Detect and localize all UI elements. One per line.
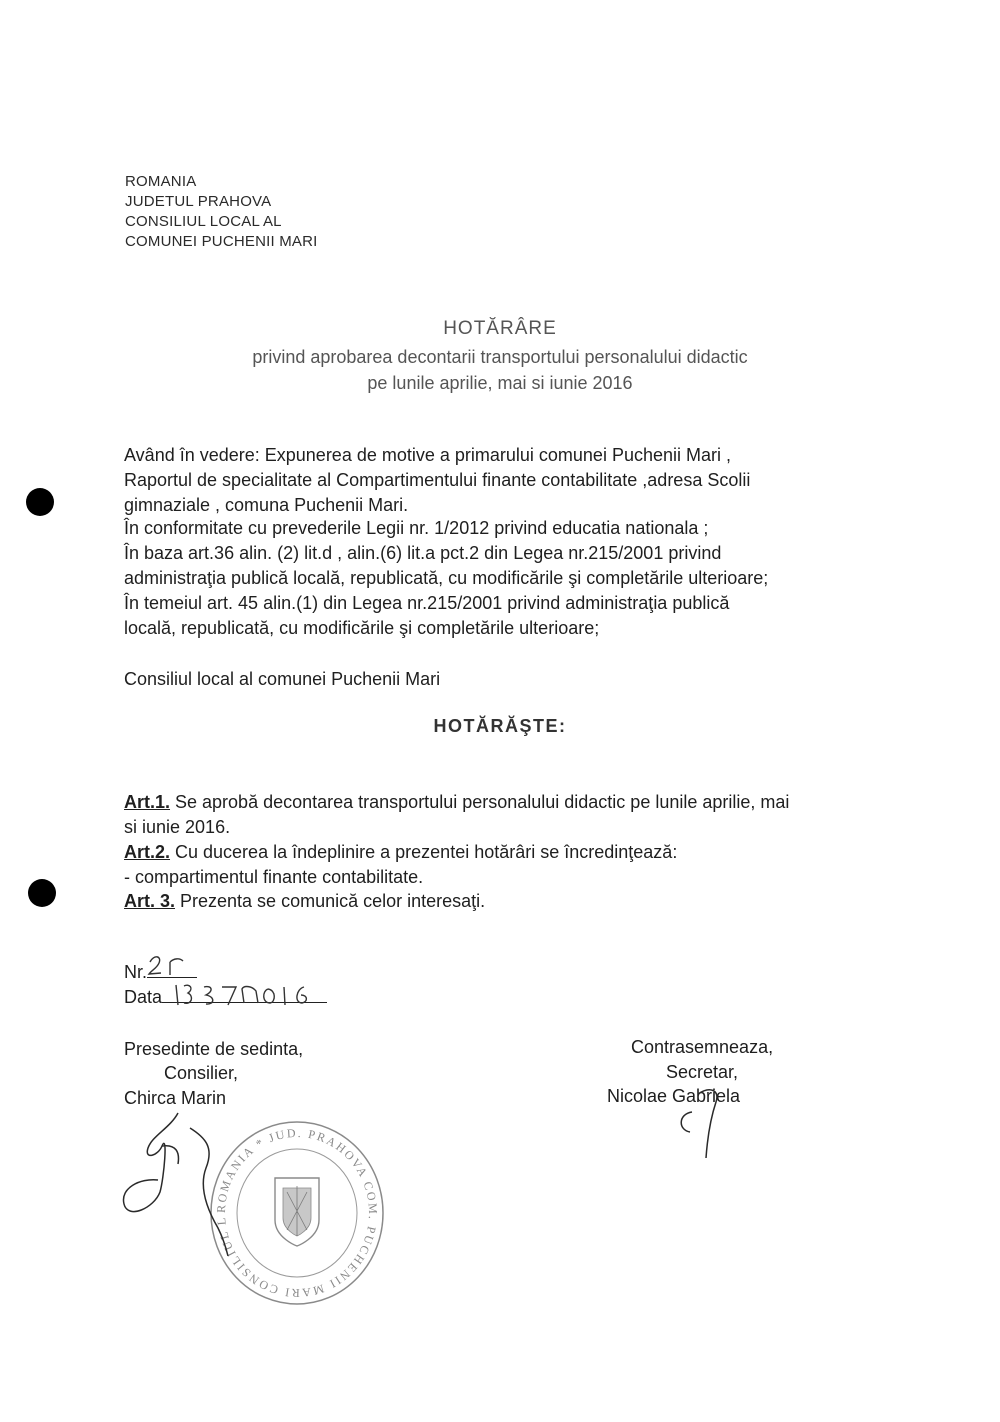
article-1 <box>124 790 789 815</box>
article-2-item: - compartimentul finante contabilitate. <box>124 867 424 887</box>
document-subtitle-line-2: pe lunile aprilie, mai si iunie 2016 <box>367 373 633 393</box>
header-line-county: JUDETUL PRAHOVA <box>125 193 272 210</box>
signature-right-role: Contrasemneaza, <box>631 1037 774 1057</box>
signature-right-title: Secretar, <box>666 1062 739 1082</box>
preamble-line: În temeiul art. 45 alin.(1) din Legea nr.215/2001 privind administraţia publică <box>124 593 730 613</box>
punch-hole-top <box>26 488 54 516</box>
article-3-label: Art. 3. <box>124 891 176 911</box>
decision-heading: HOTĂRĂŞTE: <box>433 716 567 736</box>
preamble-line: În baza art.36 alin. (2) lit.d , alin.(6) lit.a pct.2 din Legea nr.215/2001 privind <box>124 543 722 563</box>
article-3 <box>124 889 485 914</box>
council-statement: Consiliul local al comunei Puchenii Mari <box>124 669 441 689</box>
preamble-line: locală, republicată, cu modificările şi completările ulterioare; <box>124 618 600 638</box>
handwritten-date <box>170 977 320 1009</box>
article-1-label: Art.1. <box>124 792 171 812</box>
preamble-line: În conformitate cu prevederile Legii nr. 1/2012 privind educatia nationala ; <box>124 518 709 538</box>
document-subtitle-line-1: privind aprobarea decontarii transportului personalului didactic <box>252 347 748 367</box>
preamble-line: Raportul de specialitate al Compartimentului finante contabilitate ,adresa Scolii <box>124 470 751 490</box>
preamble-line: Având în vedere: Expunerea de motive a primarului comunei Puchenii Mari , <box>124 445 731 465</box>
article-3-text: Prezenta se comunică celor interesaţi. <box>175 891 486 911</box>
signature-left-name: Chirca Marin <box>124 1088 227 1108</box>
article-2-text: Cu ducerea la îndeplinire a prezentei hotărâri se încredinţează: <box>170 842 678 862</box>
signature-right-name: Nicolae Gabriela <box>607 1086 741 1106</box>
punch-hole-bottom <box>28 879 56 907</box>
header-line-country: ROMANIA <box>125 173 197 190</box>
signature-left-title: Consilier, <box>164 1063 239 1083</box>
article-2 <box>124 840 677 865</box>
article-2-label: Art.2. <box>124 842 171 862</box>
registration-number-label: Nr. <box>124 962 148 982</box>
article-1-text: Se aprobă decontarea transportului personalului didactic pe lunile aprilie, mai <box>170 792 790 812</box>
preamble-line: gimnaziale , comuna Puchenii Mari. <box>124 495 409 515</box>
preamble-line: administraţia publică locală, republicată, cu modificările şi completările ulterioare; <box>124 568 769 588</box>
handwritten-number <box>146 950 196 980</box>
article-1-continuation: si iunie 2016. <box>124 817 231 837</box>
registration-date-label: Data <box>124 987 163 1007</box>
signature-left-role: Presedinte de sedinta, <box>124 1039 304 1059</box>
document-title: HOTĂRÂRE <box>443 318 557 339</box>
header-line-council: CONSILIUL LOCAL AL <box>125 213 282 230</box>
signature-right-handwriting <box>672 1080 732 1165</box>
header-line-commune: COMUNEI PUCHENII MARI <box>125 233 318 250</box>
signature-left-handwriting <box>118 1108 238 1258</box>
stamp-ring-text: ROMANIA * JUD. PRAHOVA COM. PUCHENII MARI CONSILIUL LOCAL <box>201 1107 381 1301</box>
